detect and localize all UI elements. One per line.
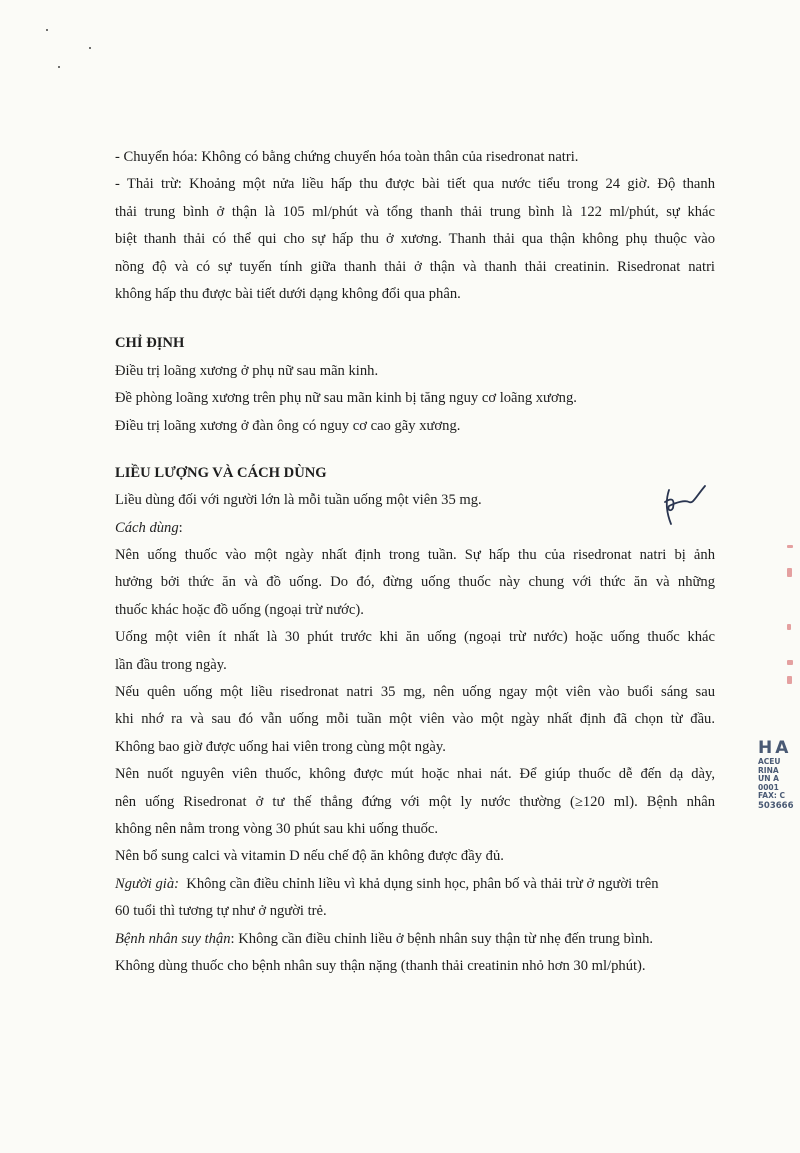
elderly-line <box>115 871 715 898</box>
text-line: Không dùng thuốc cho bệnh nhân suy thận nặng (thanh thải creatinin nhỏ hơn 30 ml/phút). <box>115 957 646 974</box>
spacer <box>115 308 715 330</box>
scan-speck <box>46 29 48 31</box>
elderly-label: Người già: <box>115 875 179 892</box>
text-line: Đề phòng loãng xương trên phụ nữ sau mãn kinh bị tăng nguy cơ loãng xương. <box>115 390 577 407</box>
text-line: biệt thanh thải có thể qui cho sự hấp thu ở xương. Thanh thải qua thận không phụ thuộc vào <box>115 231 715 248</box>
text-line: không hấp thu được bài tiết dưới dạng không đổi qua phân. <box>115 285 461 302</box>
cach-dung-label: Cách dùng <box>115 519 179 536</box>
text-line: 60 tuổi thì tương tự như ở người trẻ. <box>115 903 327 920</box>
red-margin-mark <box>787 545 793 548</box>
red-margin-mark <box>787 676 792 684</box>
document-body <box>115 144 715 980</box>
text-line: hưởng bởi thức ăn và đồ uống. Do đó, đừng uống thuốc này chung với thức ăn và những <box>115 574 715 591</box>
stamp-text: FAX: C <box>758 791 785 800</box>
text-line: - Thải trừ: Khoảng một nửa liều hấp thu được bài tiết qua nước tiểu trong 24 giờ. Độ thanh <box>115 176 715 193</box>
text-line: - Chuyển hóa: Không có bằng chứng chuyển hóa toàn thân của risedronat natri. <box>115 149 579 165</box>
handwritten-signature <box>655 480 715 528</box>
renal-text: : Không cần điều chỉnh liều ở bệnh nhân suy thận từ nhẹ đến trung bình. <box>230 930 654 947</box>
text-line: thuốc khác hoặc đồ uống (ngoại trừ nước). <box>115 601 364 618</box>
stamp-text: 0001 <box>758 782 779 792</box>
text-line: Nên uống thuốc vào một ngày nhất định trong tuần. Sự hấp thu của risedronat natri bị ảnh <box>115 547 715 564</box>
red-margin-mark <box>787 568 792 577</box>
stamp-text: ACEU <box>758 757 781 766</box>
renal-label: Bệnh nhân suy thận <box>115 930 231 947</box>
text-line: nên uống Risedronat ở tư thế thẳng đứng với một ly nước thường (≥120 ml). Bệnh nhân <box>115 793 715 810</box>
text-line: thải trung bình ở thận là 105 ml/phút và tổng thanh thải trung bình là 122 ml/phút, sự khác <box>115 203 715 220</box>
scan-speck <box>89 47 91 49</box>
text-line: Điều trị loãng xương ở phụ nữ sau mãn kinh. <box>115 362 379 379</box>
text-line: Nên nuốt nguyên viên thuốc, không được mút hoặc nhai nát. Để giúp thuốc dễ đến dạ dày, <box>115 766 715 783</box>
text-line: nồng độ và có sự tuyến tính giữa thanh thải ở thận và thanh thải creatinin. Risedronat natri <box>115 258 715 275</box>
red-margin-mark <box>787 660 793 665</box>
renal-line <box>115 926 715 953</box>
stamp-text: RINA <box>758 765 779 775</box>
text-line: Nếu quên uống một liều risedronat natri 35 mg, nên uống ngay một viên vào buổi sáng sau <box>115 684 715 701</box>
stamp-text: ƯN A <box>758 774 779 783</box>
text-line: Điều trị loãng xương ở đàn ông có nguy cơ cao gãy xương. <box>115 417 461 434</box>
red-margin-mark <box>787 624 791 630</box>
text-line: không nên nằm trong vòng 30 phút sau khi uống thuốc. <box>115 820 439 837</box>
section-heading-lieu-luong: LIỀU LƯỢNG VÀ CÁCH DÙNG <box>115 464 327 481</box>
clinic-stamp <box>758 738 800 828</box>
cach-dung-colon: : <box>178 519 183 536</box>
elderly-text: Không cần điều chỉnh liều vì khả dụng sinh học, phân bố và thải trừ ở người trên <box>179 875 659 892</box>
text-line: lần đầu trong ngày. <box>115 656 227 673</box>
cach-dung-line <box>115 515 715 542</box>
text-line: khi nhớ ra và sau đó vẫn uống mỗi tuần một viên vào một ngày nhất định đã chọn từ đầu. <box>115 711 715 728</box>
text-line: Không bao giờ được uống hai viên trong cùng một ngày. <box>115 738 446 755</box>
text-line: Liều dùng đối với người lớn là mỗi tuần uống một viên 35 mg. <box>115 492 482 509</box>
scan-speck <box>58 66 60 68</box>
text-line: Uống một viên ít nhất là 30 phút trước khi ăn uống (ngoại trừ nước) hoặc uống thuốc khác <box>115 629 715 646</box>
section-heading-chi-dinh: CHỈ ĐỊNH <box>115 335 185 352</box>
stamp-title: HA <box>758 738 792 758</box>
spacer <box>115 440 715 460</box>
stamp-code: 503666 <box>758 800 794 811</box>
text-line: Nên bổ sung calci và vitamin D nếu chế độ ăn không được đầy đủ. <box>115 848 504 865</box>
